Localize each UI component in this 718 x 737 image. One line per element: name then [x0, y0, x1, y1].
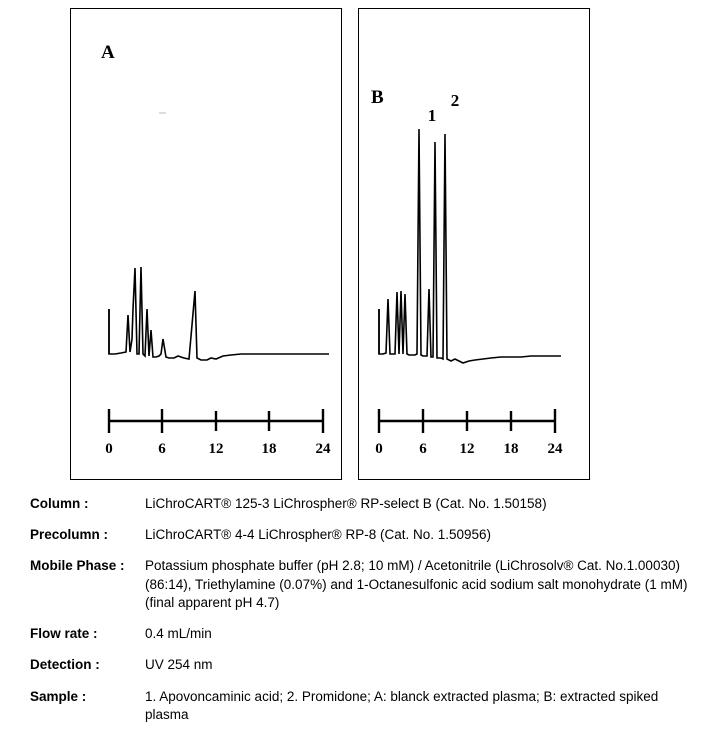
condition-value: LiChroCART® 125-3 LiChrospher® RP-select B (Cat. No. 1.50158)	[145, 496, 547, 511]
condition-label: Detection :	[30, 657, 100, 673]
panel-b-tick-12: 12	[459, 441, 475, 457]
panel-a-tick-24: 24	[315, 441, 331, 457]
panel-a-tick-6: 6	[158, 441, 166, 457]
panel-b-tick-18: 18	[503, 441, 519, 457]
condition-label: Column :	[30, 496, 89, 511]
panel-a-axis	[71, 9, 341, 479]
condition-row	[30, 625, 690, 643]
condition-row	[30, 656, 690, 674]
panel-b-peak-label-1: 1	[427, 106, 437, 125]
condition-value: 0.4 mL/min	[145, 626, 212, 642]
condition-row	[30, 688, 690, 724]
method-conditions-table	[30, 495, 690, 737]
chromatogram-panel-a	[70, 8, 342, 480]
panel-b-tick-24: 24	[547, 441, 563, 457]
panel-b-tick-0: 0	[375, 441, 383, 457]
condition-value: LiChroCART® 4-4 LiChrospher® RP-8 (Cat. No. 1.50956)	[145, 527, 492, 543]
condition-row	[30, 526, 690, 544]
panel-b-tick-6: 6	[419, 441, 427, 457]
chromatogram-panel-b	[358, 8, 590, 480]
panel-b-label: B	[371, 87, 384, 108]
panel-b-peak-label-2: 2	[450, 91, 460, 110]
condition-value: 1. Apovoncaminic acid; 2. Promidone; A: blanck extracted plasma; B: extracted spiked plasma	[145, 688, 659, 722]
panel-a-tick-12: 12	[208, 441, 224, 457]
condition-value: Potassium phosphate buffer (pH 2.8; 10 mM) / Acetonitrile (LiChrosolv® Cat. No.1.00030) (86:14), Triethylamine (0.07%) and 1-Octanesulfonic acid sodium salt monohydrate (1 mM) (final apparent pH 4.7)	[145, 558, 688, 610]
panel-a-tick-18: 18	[261, 441, 277, 457]
condition-row	[30, 495, 690, 513]
condition-label: Precolumn :	[30, 527, 109, 543]
condition-label: Mobile Phase :	[30, 558, 125, 574]
panel-a-tick-0: 0	[105, 441, 113, 457]
chromatogram-panels	[70, 8, 590, 480]
panel-b-axis	[359, 9, 589, 479]
condition-value: UV 254 nm	[145, 657, 213, 673]
condition-row	[30, 557, 690, 612]
condition-label: Flow rate :	[30, 626, 98, 642]
panel-a-label: A	[101, 42, 115, 63]
condition-label: Sample :	[30, 688, 87, 704]
